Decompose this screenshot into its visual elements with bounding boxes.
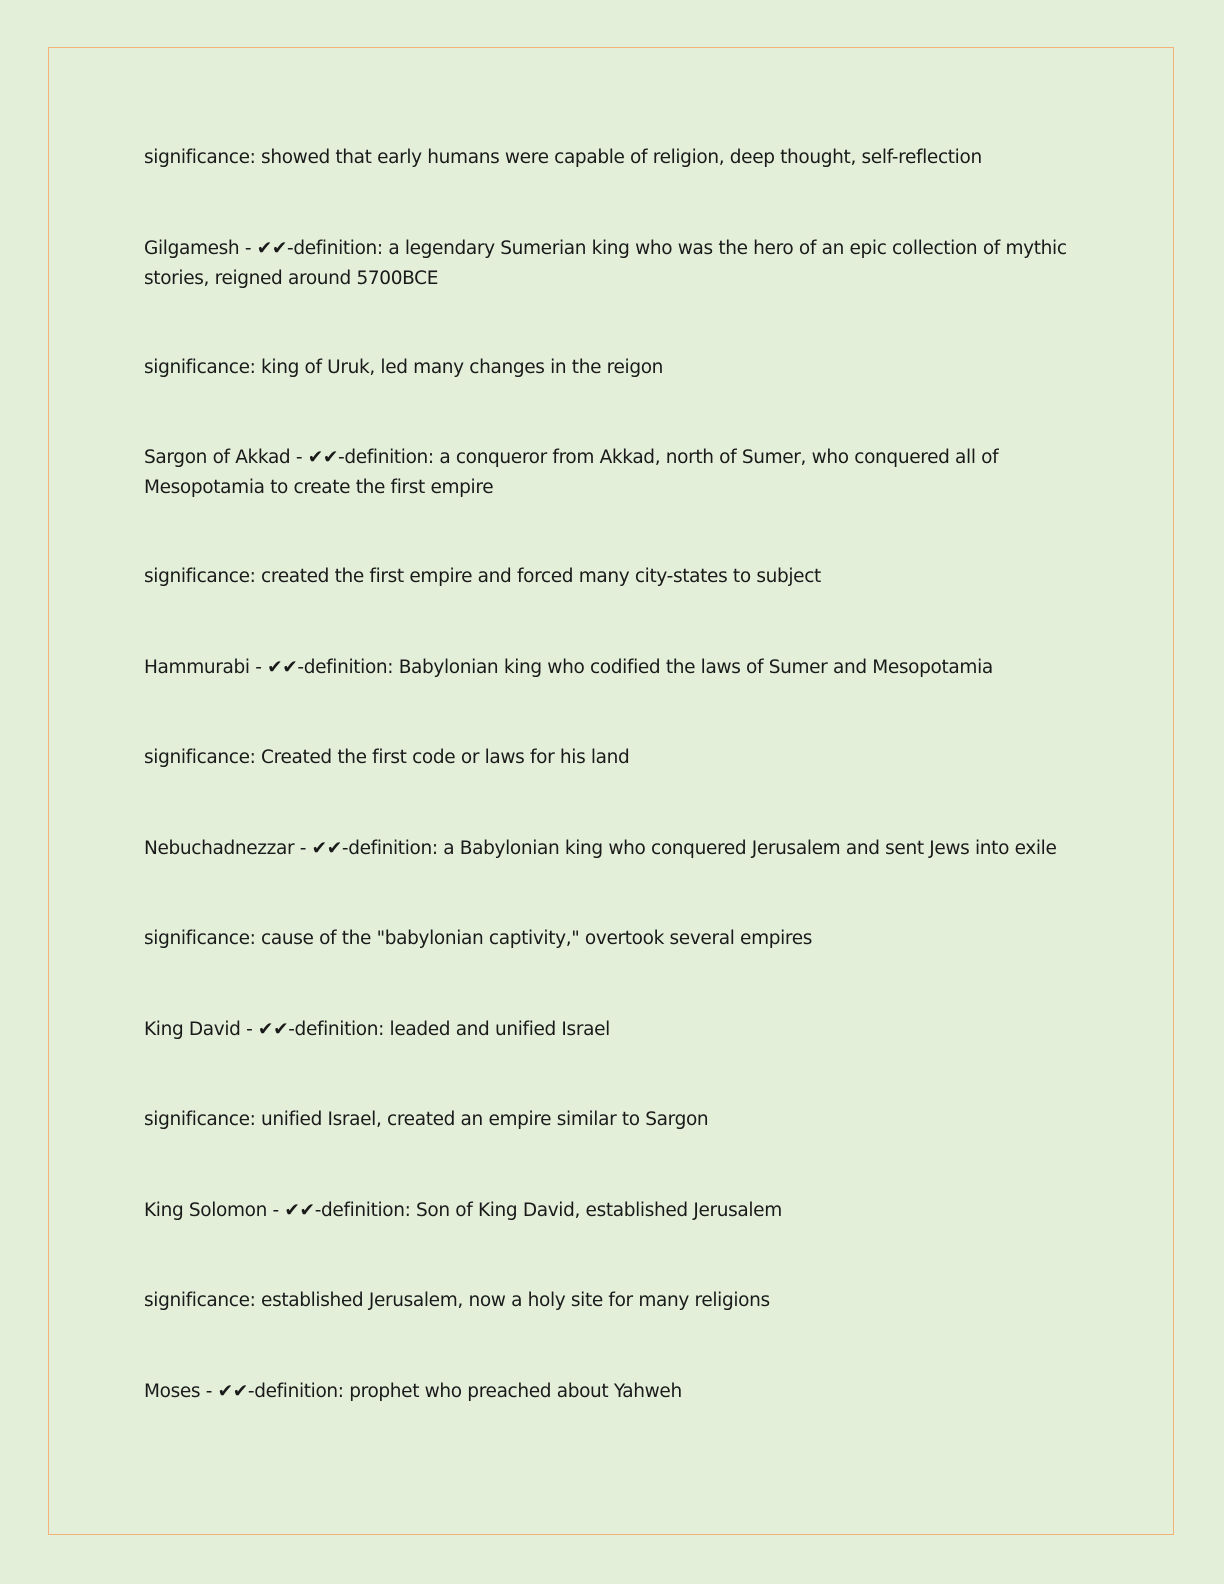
paragraph-significance-gilgamesh: significance: king of Uruk, led many changes in the reigon: [144, 357, 664, 378]
paragraph-significance-hammurabi: significance: Created the first code or laws for his land: [144, 747, 630, 768]
paragraph-king-solomon: King Solomon - ✔✔-definition: Son of King David, established Jerusalem: [144, 1200, 782, 1221]
paragraph-sargon: Sargon of Akkad - ✔✔-definition: a conqueror from Akkad, north of Sumer, who conquered all of Mesopotamia to create the first empire: [144, 447, 999, 498]
paragraph-hammurabi: Hammurabi - ✔✔-definition: Babylonian king who codified the laws of Sumer and Mesopotamia: [144, 657, 993, 678]
paragraph-significance-1: significance: showed that early humans were capable of religion, deep thought, self-reflection: [144, 147, 982, 168]
paragraph-significance-solomon: significance: established Jerusalem, now a holy site for many religions: [144, 1290, 770, 1311]
paragraph-significance-david: significance: unified Israel, created an empire similar to Sargon: [144, 1109, 709, 1130]
paragraph-nebuchadnezzar: Nebuchadnezzar - ✔✔-definition: a Babylonian king who conquered Jerusalem and sent Jews into exile: [144, 838, 1057, 859]
paragraph-significance-nebuchadnezzar: significance: cause of the "babylonian captivity," overtook several empires: [144, 928, 813, 949]
paragraph-king-david: King David - ✔✔-definition: leaded and unified Israel: [144, 1019, 610, 1040]
paragraph-moses: Moses - ✔✔-definition: prophet who preached about Yahweh: [144, 1381, 682, 1402]
paragraph-significance-sargon: significance: created the first empire and forced many city-states to subject: [144, 566, 821, 587]
paragraph-gilgamesh: Gilgamesh - ✔✔-definition: a legendary Sumerian king who was the hero of an epic collection of mythic stories, reigned around 5700BCE: [144, 238, 1067, 289]
